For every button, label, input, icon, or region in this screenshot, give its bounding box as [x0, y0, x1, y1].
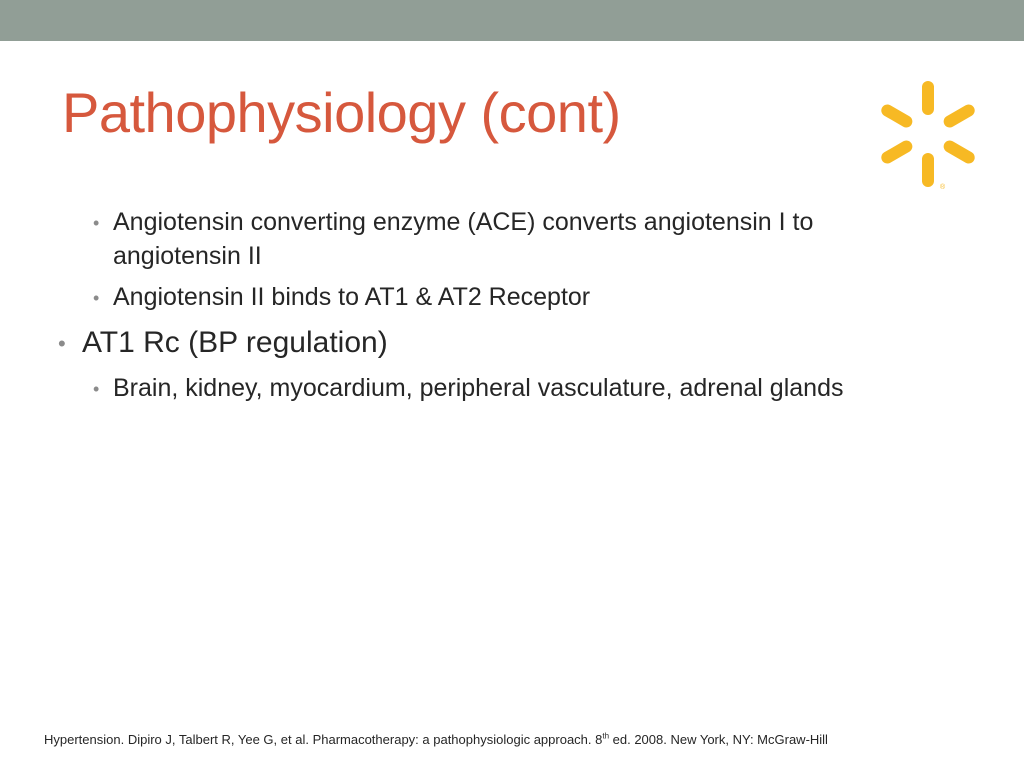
list-item-text: Brain, kidney, myocardium, peripheral vasculature, adrenal glands — [113, 374, 844, 402]
citation-superscript: th — [602, 731, 610, 741]
slide-title: Pathophysiology (cont) — [62, 81, 621, 144]
list-item-text: AT1 Rc (BP regulation) — [82, 326, 388, 359]
list-item-text: Angiotensin II binds to AT1 & AT2 Receptor — [113, 283, 591, 311]
list-item — [58, 324, 942, 362]
list-item-text: Angiotensin converting enzyme (ACE) converts angiotensin I to angiotensin II — [113, 208, 814, 270]
citation-footer — [44, 731, 944, 749]
citation-text-end: ed. 2008. New York, NY: McGraw-Hill — [609, 732, 828, 747]
bullet-dot: • — [93, 288, 100, 308]
list-item — [93, 205, 943, 273]
bullet-dot: • — [93, 379, 100, 399]
top-color-band — [0, 0, 1024, 41]
bullet-dot: • — [93, 213, 100, 233]
citation-text: Hypertension. Dipiro J, Talbert R, Yee G, et al. Pharmacotherapy: a pathophysiologic approach. 8 — [44, 732, 603, 747]
list-item — [93, 371, 993, 405]
bullet-dot: • — [58, 331, 66, 356]
spark-logo-icon — [870, 76, 986, 192]
list-item — [93, 280, 943, 314]
registered-mark: ® — [940, 184, 946, 191]
